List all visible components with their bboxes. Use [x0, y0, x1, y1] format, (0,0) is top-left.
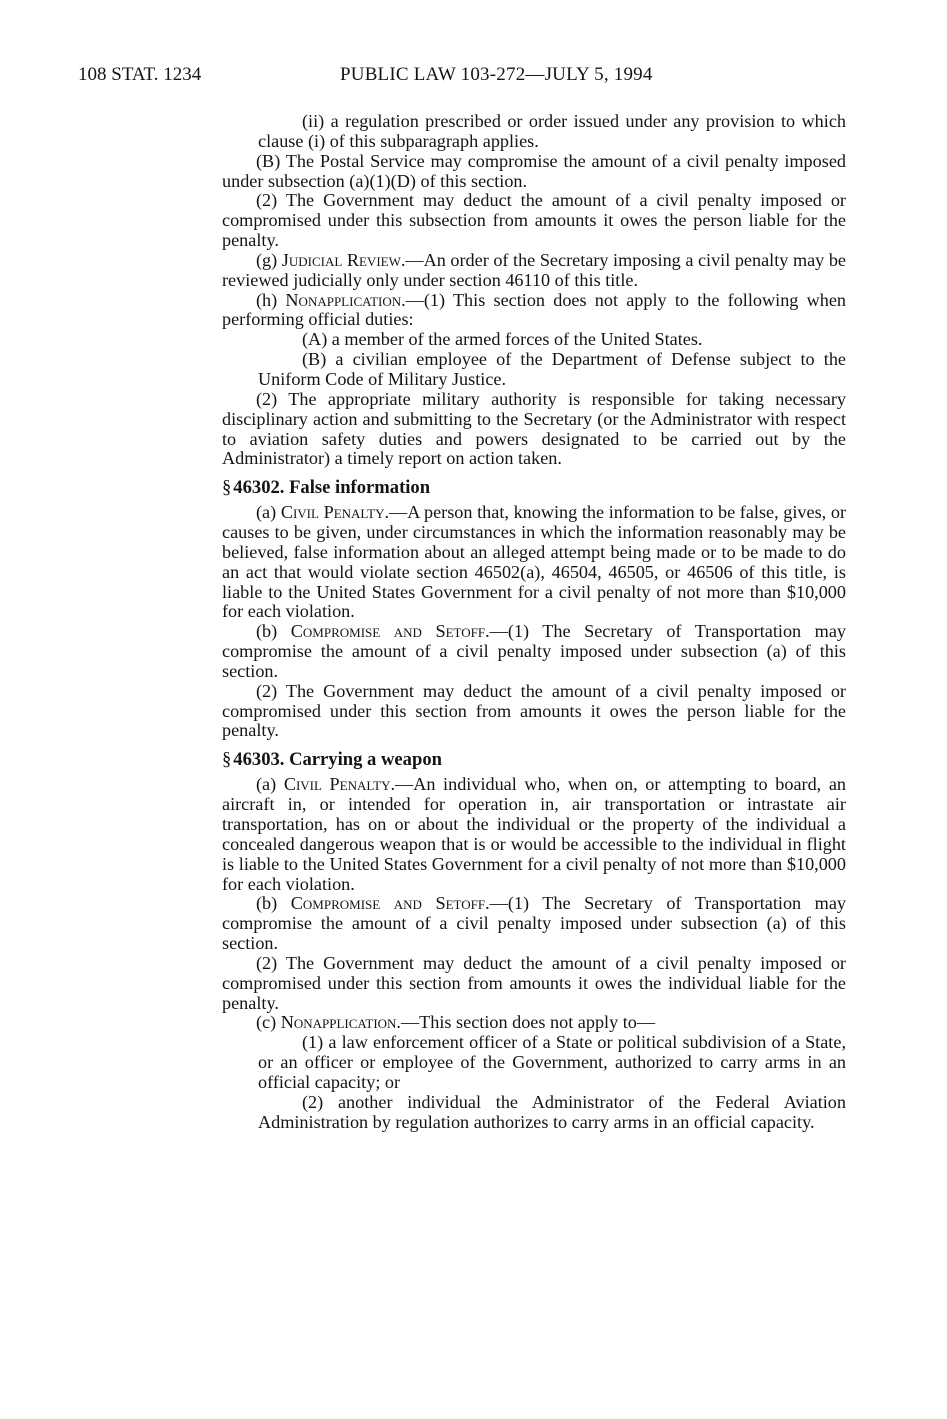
page-body — [222, 112, 846, 1133]
paragraph: (2) The Government may deduct the amount of a civil penalty imposed or compromised under this subsection from amounts it owes the person liable for the penalty. — [222, 190, 846, 251]
subsection-text: —An order of the Secretary imposing a civil penalty may be reviewed judicially only under section 46110 of this title. — [222, 249, 846, 290]
subsection-heading: Civil Penalty. — [280, 502, 390, 523]
subsection-heading: Nonapplication. — [280, 1012, 401, 1033]
paragraph: (B) a civilian employee of the Department of Defense subject to the Uniform Code of Military Justice. — [258, 349, 846, 389]
subsection-text: —A person that, knowing the information to be false, gives, or causes to be given, under circumstances in which the information reasonably may be believed, false information about an alleged attempt being made or to be made to do an act that would violate section 46502(a), 46504, 46505, or 46506 of this title, is liable to the United States Government for a civil penalty of not more than $10,000 for each violation. — [222, 502, 847, 622]
subsection-text: —(1) This section does not apply to the following when performing official duties: — [222, 289, 846, 330]
running-title: PUBLIC LAW 103-272—JULY 5, 1994 — [340, 64, 653, 85]
subsection-heading: Civil Penalty. — [283, 774, 396, 795]
subsection-text: —(1) The Secretary of Transportation may compromise the amount of a civil penalty imposed under subsection (a) of this section. — [222, 621, 846, 681]
section-title: 46302. False information — [233, 477, 431, 499]
subsection-label: (a) — [256, 502, 281, 523]
subsection-text: —An individual who, when on, or attempting to board, an aircraft in, or intended for operation in, air transportation or intrastate air transportation, has on or about the individual or the property of the individual a concealed dangerous weapon that is or would be accessible to the individual in flight is liable to the United States Government for a civil penalty of not more than $10,000 for each violation. — [222, 774, 847, 894]
subsection-a — [222, 503, 846, 622]
section-symbol: § — [222, 749, 232, 771]
page-header — [78, 64, 878, 88]
subsection-label: (b) — [256, 621, 291, 642]
subsection-label: (h) — [256, 289, 286, 310]
section-heading-46302 — [222, 477, 846, 498]
paragraph: (A) a member of the armed forces of the United States. — [302, 329, 703, 350]
subsection-b — [222, 894, 846, 954]
paragraph: (2) The appropriate military authority is responsible for taking necessary disciplinary action and submitting to the Secretary (or the Administrator with respect to aviation safety duties and powers designated to be carried out by the Administrator) a timely report on action taken. — [222, 388, 846, 469]
section-heading-46303 — [222, 749, 846, 770]
paragraph: (2) The Government may deduct the amount of a civil penalty imposed or compromised under this section from amounts it owes the individual liable for the penalty. — [222, 952, 846, 1013]
subsection-text: —This section does not apply to— — [400, 1012, 656, 1033]
subsection-c — [222, 1013, 846, 1033]
subsection-heading: Nonapplication. — [285, 289, 406, 310]
subsection-label: (a) — [256, 774, 284, 795]
subsection-heading: Compromise and Setoff. — [290, 893, 490, 914]
subsection-heading: Judicial Review. — [281, 249, 406, 270]
subsection-g — [222, 251, 846, 291]
paragraph: (2) another individual the Administrator of the Federal Aviation Administration by regulation authorizes to carry arms in an official capacity. — [258, 1091, 846, 1132]
subsection-text: —(1) The Secretary of Transportation may compromise the amount of a civil penalty imposed under subsection (a) of this section. — [222, 893, 846, 954]
paragraph: (2) The Government may deduct the amount of a civil penalty imposed or compromised under this section from amounts it owes the person liable for the penalty. — [222, 680, 846, 741]
paragraph: (ii) a regulation prescribed or order issued under any provision to which clause (i) of this subparagraph applies. — [258, 111, 846, 151]
subsection-label: (b) — [256, 893, 291, 914]
paragraph: (B) The Postal Service may compromise the amount of a civil penalty imposed under subsection (a)(1)(D) of this section. — [222, 150, 846, 191]
subsection-label: (g) — [256, 249, 282, 270]
subsection-label: (c) — [256, 1012, 281, 1033]
paragraph: (1) a law enforcement officer of a State or political subdivision of a State, or an officer or employee of the Government, authorized to carry arms in an official capacity; or — [258, 1032, 846, 1092]
subsection-h — [222, 291, 846, 331]
subsection-b — [222, 622, 846, 682]
statute-citation: 108 STAT. 1234 — [78, 64, 202, 85]
subsection-a — [222, 775, 846, 894]
section-title: 46303. Carrying a weapon — [233, 749, 442, 771]
subsection-heading: Compromise and Setoff. — [290, 621, 490, 642]
section-symbol: § — [222, 477, 232, 499]
